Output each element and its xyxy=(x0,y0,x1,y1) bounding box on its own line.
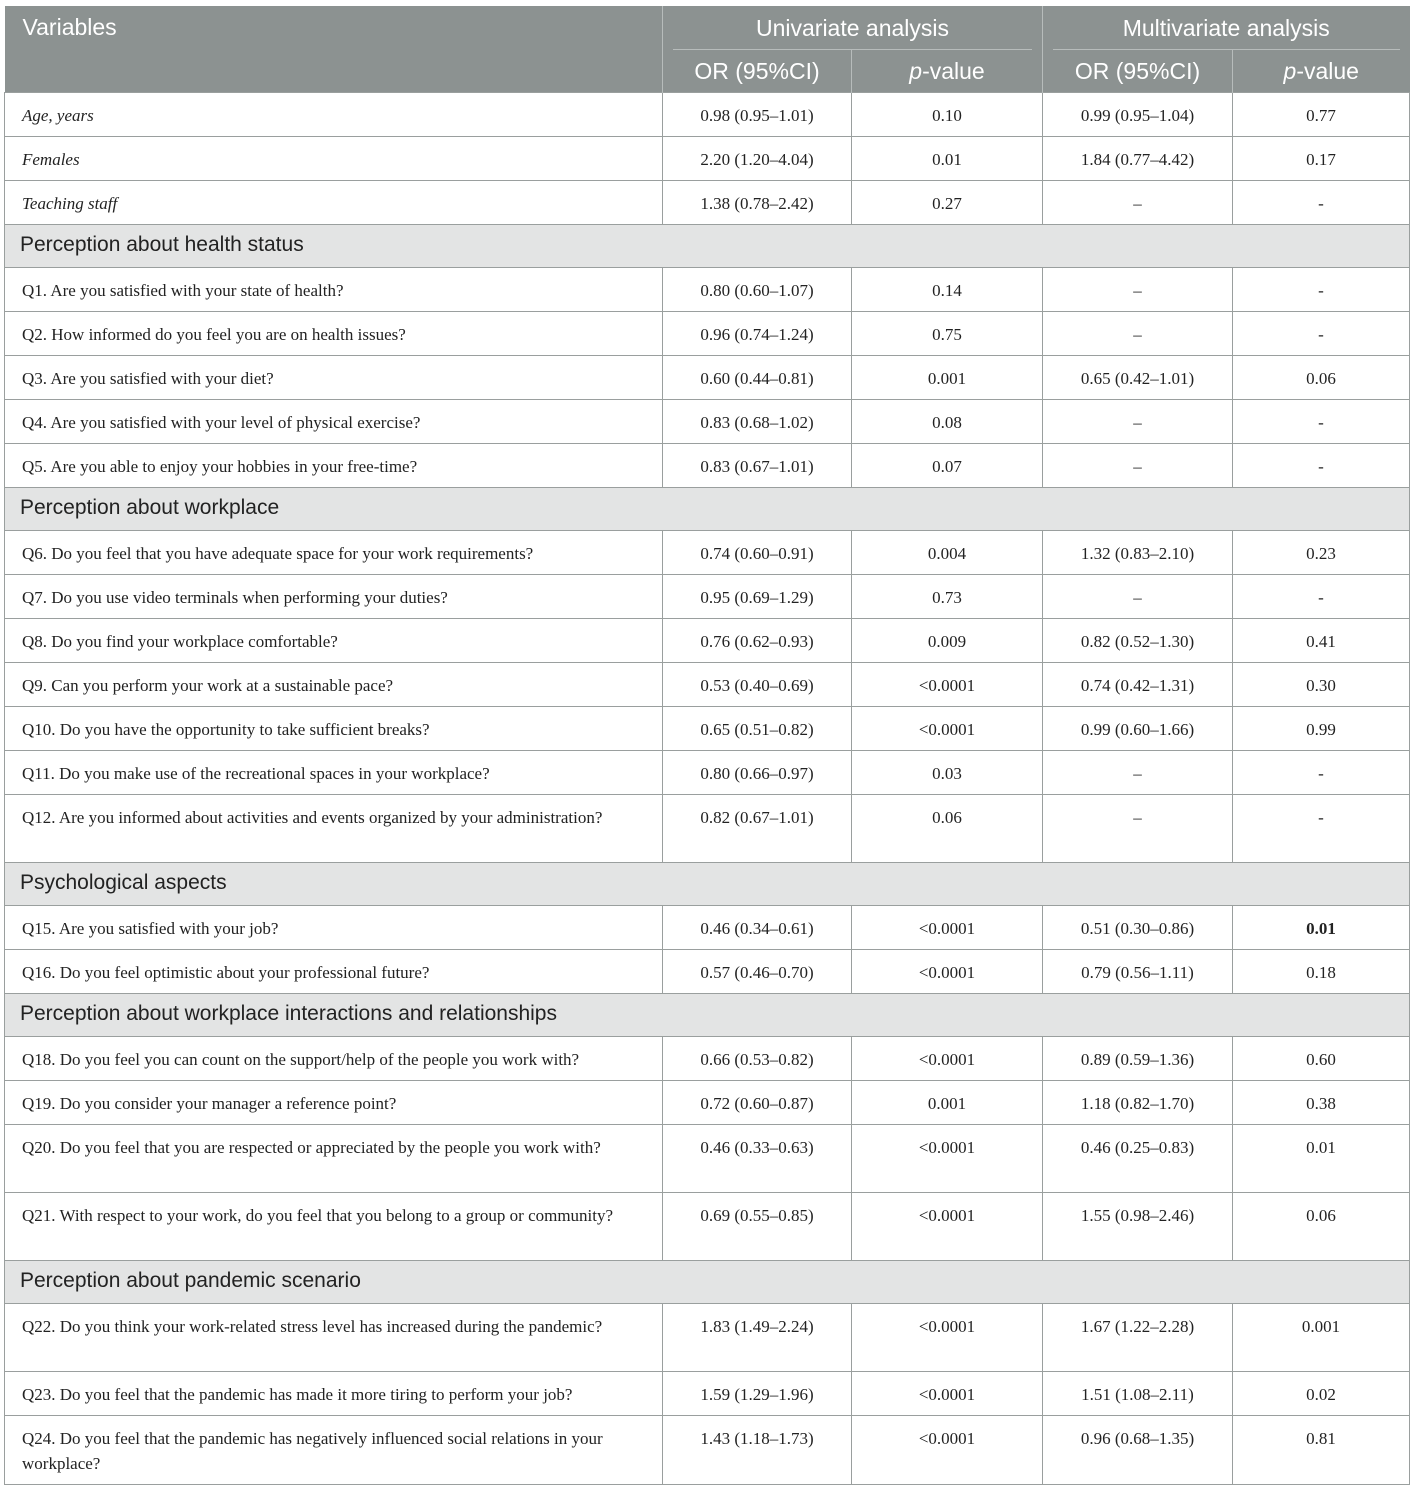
section-row xyxy=(5,1261,1410,1304)
multi-p: 0.06 xyxy=(1233,1193,1410,1261)
uni-or-header: OR (95%CI) xyxy=(663,50,852,93)
multi-or: 0.82 (0.52–1.30) xyxy=(1043,619,1233,663)
multi-or: 0.74 (0.42–1.31) xyxy=(1043,663,1233,707)
uni-p: <0.0001 xyxy=(852,707,1043,751)
multi-p: 0.01 xyxy=(1233,1125,1410,1193)
uni-p: 0.10 xyxy=(852,93,1043,137)
multi-or: – xyxy=(1043,268,1233,312)
multivariate-header-text: Multivariate analysis xyxy=(1122,14,1330,41)
multi-or: – xyxy=(1043,751,1233,795)
row-label: Age, years xyxy=(5,93,663,137)
multi-p: - xyxy=(1233,575,1410,619)
table-row xyxy=(5,1372,1410,1416)
multi-or: 1.84 (0.77–4.42) xyxy=(1043,137,1233,181)
multi-p: - xyxy=(1233,444,1410,488)
multi-p: 0.41 xyxy=(1233,619,1410,663)
uni-p: 0.73 xyxy=(852,575,1043,619)
table-row xyxy=(5,312,1410,356)
table-row xyxy=(5,619,1410,663)
p-rest: -value xyxy=(1296,57,1359,84)
table-row xyxy=(5,663,1410,707)
uni-or: 0.53 (0.40–0.69) xyxy=(663,663,852,707)
uni-or: 0.46 (0.33–0.63) xyxy=(663,1125,852,1193)
multi-p: - xyxy=(1233,181,1410,225)
multi-p: 0.30 xyxy=(1233,663,1410,707)
multi-p: 0.02 xyxy=(1233,1372,1410,1416)
row-label: Q18. Do you feel you can count on the support/help of the people you work with? xyxy=(5,1037,663,1081)
uni-p: 0.06 xyxy=(852,795,1043,863)
multi-or: 0.51 (0.30–0.86) xyxy=(1043,906,1233,950)
univariate-header-text: Univariate analysis xyxy=(755,14,950,41)
multi-or: – xyxy=(1043,400,1233,444)
uni-or: 0.60 (0.44–0.81) xyxy=(663,356,852,400)
uni-or: 0.96 (0.74–1.24) xyxy=(663,312,852,356)
row-label: Females xyxy=(5,137,663,181)
uni-p: <0.0001 xyxy=(852,906,1043,950)
table-row xyxy=(5,531,1410,575)
table-row xyxy=(5,575,1410,619)
row-label: Q1. Are you satisfied with your state of health? xyxy=(5,268,663,312)
multi-or: 1.18 (0.82–1.70) xyxy=(1043,1081,1233,1125)
table-row xyxy=(5,356,1410,400)
row-label: Q24. Do you feel that the pandemic has negatively influenced social relations in your workplace? xyxy=(5,1416,663,1485)
table-row xyxy=(5,268,1410,312)
row-label: Teaching staff xyxy=(5,181,663,225)
section-title-relations: Perception about workplace interactions and relationships xyxy=(5,994,1410,1037)
uni-or: 0.83 (0.68–1.02) xyxy=(663,400,852,444)
uni-or: 0.95 (0.69–1.29) xyxy=(663,575,852,619)
multi-p: - xyxy=(1233,268,1410,312)
uni-p: 0.001 xyxy=(852,356,1043,400)
multi-or: – xyxy=(1043,312,1233,356)
multi-p: 0.001 xyxy=(1233,1304,1410,1372)
uni-p: 0.004 xyxy=(852,531,1043,575)
table-row xyxy=(5,1081,1410,1125)
uni-or: 0.76 (0.62–0.93) xyxy=(663,619,852,663)
row-label: Q11. Do you make use of the recreational spaces in your workplace? xyxy=(5,751,663,795)
row-label: Q4. Are you satisfied with your level of physical exercise? xyxy=(5,400,663,444)
row-label: Q5. Are you able to enjoy your hobbies in your free-time? xyxy=(5,444,663,488)
multi-p: - xyxy=(1233,400,1410,444)
uni-or: 1.43 (1.18–1.73) xyxy=(663,1416,852,1485)
row-label: Q3. Are you satisfied with your diet? xyxy=(5,356,663,400)
section-row xyxy=(5,994,1410,1037)
uni-or: 0.57 (0.46–0.70) xyxy=(663,950,852,994)
uni-p: 0.07 xyxy=(852,444,1043,488)
row-label: Q12. Are you informed about activities and events organized by your administration? xyxy=(5,795,663,863)
section-row xyxy=(5,488,1410,531)
uni-p: 0.01 xyxy=(852,137,1043,181)
section-row xyxy=(5,225,1410,268)
multivariate-header xyxy=(1043,6,1410,50)
table-row xyxy=(5,93,1410,137)
section-title-workplace: Perception about workplace xyxy=(5,488,1410,531)
row-label: Q20. Do you feel that you are respected or appreciated by the people you work with? xyxy=(5,1125,663,1193)
uni-p: <0.0001 xyxy=(852,1416,1043,1485)
row-label: Q2. How informed do you feel you are on health issues? xyxy=(5,312,663,356)
multi-or: 0.96 (0.68–1.35) xyxy=(1043,1416,1233,1485)
variables-header: Variables xyxy=(5,6,663,93)
uni-or: 0.72 (0.60–0.87) xyxy=(663,1081,852,1125)
multi-p: 0.99 xyxy=(1233,707,1410,751)
uni-or: 0.66 (0.53–0.82) xyxy=(663,1037,852,1081)
uni-or: 0.83 (0.67–1.01) xyxy=(663,444,852,488)
uni-p: 0.14 xyxy=(852,268,1043,312)
uni-or: 0.80 (0.60–1.07) xyxy=(663,268,852,312)
row-label: Q7. Do you use video terminals when performing your duties? xyxy=(5,575,663,619)
multi-p: 0.38 xyxy=(1233,1081,1410,1125)
multi-or: – xyxy=(1043,444,1233,488)
uni-or: 0.80 (0.66–0.97) xyxy=(663,751,852,795)
uni-p: 0.03 xyxy=(852,751,1043,795)
uni-or: 0.65 (0.51–0.82) xyxy=(663,707,852,751)
uni-or: 0.74 (0.60–0.91) xyxy=(663,531,852,575)
row-label: Q8. Do you find your workplace comfortable? xyxy=(5,619,663,663)
uni-or: 1.83 (1.49–2.24) xyxy=(663,1304,852,1372)
multi-or: 1.32 (0.83–2.10) xyxy=(1043,531,1233,575)
multi-p: - xyxy=(1233,795,1410,863)
uni-or: 0.46 (0.34–0.61) xyxy=(663,906,852,950)
table-row xyxy=(5,1193,1410,1261)
multi-p: 0.01 xyxy=(1233,906,1410,950)
row-label: Q16. Do you feel optimistic about your professional future? xyxy=(5,950,663,994)
row-label: Q10. Do you have the opportunity to take sufficient breaks? xyxy=(5,707,663,751)
table-row xyxy=(5,906,1410,950)
table-row xyxy=(5,795,1410,863)
uni-or: 1.38 (0.78–2.42) xyxy=(663,181,852,225)
table-row xyxy=(5,707,1410,751)
multi-or-header: OR (95%CI) xyxy=(1043,50,1233,93)
multi-p: 0.81 xyxy=(1233,1416,1410,1485)
uni-p: 0.08 xyxy=(852,400,1043,444)
uni-p: <0.0001 xyxy=(852,1125,1043,1193)
multi-or: 1.55 (0.98–2.46) xyxy=(1043,1193,1233,1261)
row-label: Q15. Are you satisfied with your job? xyxy=(5,906,663,950)
multi-p: 0.18 xyxy=(1233,950,1410,994)
uni-p-header xyxy=(852,50,1043,93)
multi-or: – xyxy=(1043,181,1233,225)
multi-p: - xyxy=(1233,312,1410,356)
uni-p: 0.27 xyxy=(852,181,1043,225)
uni-p: 0.001 xyxy=(852,1081,1043,1125)
uni-p: <0.0001 xyxy=(852,950,1043,994)
table-row xyxy=(5,950,1410,994)
row-label: Q9. Can you perform your work at a sustainable pace? xyxy=(5,663,663,707)
uni-p: <0.0001 xyxy=(852,1193,1043,1261)
multi-or: 1.67 (1.22–2.28) xyxy=(1043,1304,1233,1372)
uni-p: 0.75 xyxy=(852,312,1043,356)
table-row xyxy=(5,1416,1410,1485)
uni-p: <0.0001 xyxy=(852,663,1043,707)
table-row xyxy=(5,1304,1410,1372)
multi-p: 0.06 xyxy=(1233,356,1410,400)
uni-or: 0.82 (0.67–1.01) xyxy=(663,795,852,863)
uni-or: 0.98 (0.95–1.01) xyxy=(663,93,852,137)
table-row xyxy=(5,1037,1410,1081)
uni-or: 2.20 (1.20–4.04) xyxy=(663,137,852,181)
multi-or: 0.99 (0.60–1.66) xyxy=(1043,707,1233,751)
p-italic: p xyxy=(909,57,923,84)
uni-p: 0.009 xyxy=(852,619,1043,663)
multi-or: – xyxy=(1043,795,1233,863)
multi-or: – xyxy=(1043,575,1233,619)
multi-or: 0.65 (0.42–1.01) xyxy=(1043,356,1233,400)
table-row xyxy=(5,400,1410,444)
table-row xyxy=(5,181,1410,225)
table-row xyxy=(5,751,1410,795)
multi-or: 0.99 (0.95–1.04) xyxy=(1043,93,1233,137)
uni-p: <0.0001 xyxy=(852,1304,1043,1372)
row-label: Q22. Do you think your work-related stress level has increased during the pandemic? xyxy=(5,1304,663,1372)
table-row xyxy=(5,137,1410,181)
uni-or: 0.69 (0.55–0.85) xyxy=(663,1193,852,1261)
uni-p: <0.0001 xyxy=(852,1372,1043,1416)
multi-p: 0.60 xyxy=(1233,1037,1410,1081)
header-row-1 xyxy=(5,6,1410,50)
row-label: Q21. With respect to your work, do you feel that you belong to a group or community? xyxy=(5,1193,663,1261)
multi-or: 0.46 (0.25–0.83) xyxy=(1043,1125,1233,1193)
multi-p: 0.23 xyxy=(1233,531,1410,575)
multi-or: 0.89 (0.59–1.36) xyxy=(1043,1037,1233,1081)
p-rest: -value xyxy=(922,57,985,84)
p-italic: p xyxy=(1283,57,1297,84)
multi-or: 0.79 (0.56–1.11) xyxy=(1043,950,1233,994)
section-title-health: Perception about health status xyxy=(5,225,1410,268)
row-label: Q23. Do you feel that the pandemic has made it more tiring to perform your job? xyxy=(5,1372,663,1416)
section-title-psych: Psychological aspects xyxy=(5,863,1410,906)
uni-or: 1.59 (1.29–1.96) xyxy=(663,1372,852,1416)
univariate-header xyxy=(663,6,1043,50)
row-label: Q19. Do you consider your manager a reference point? xyxy=(5,1081,663,1125)
section-title-pandemic: Perception about pandemic scenario xyxy=(5,1261,1410,1304)
row-label: Q6. Do you feel that you have adequate space for your work requirements? xyxy=(5,531,663,575)
multi-p: - xyxy=(1233,751,1410,795)
multi-or: 1.51 (1.08–2.11) xyxy=(1043,1372,1233,1416)
results-table xyxy=(4,6,1410,1485)
multi-p: 0.17 xyxy=(1233,137,1410,181)
table-row xyxy=(5,1125,1410,1193)
table-row xyxy=(5,444,1410,488)
section-row xyxy=(5,863,1410,906)
uni-p: <0.0001 xyxy=(852,1037,1043,1081)
multi-p-header xyxy=(1233,50,1410,93)
multi-p: 0.77 xyxy=(1233,93,1410,137)
